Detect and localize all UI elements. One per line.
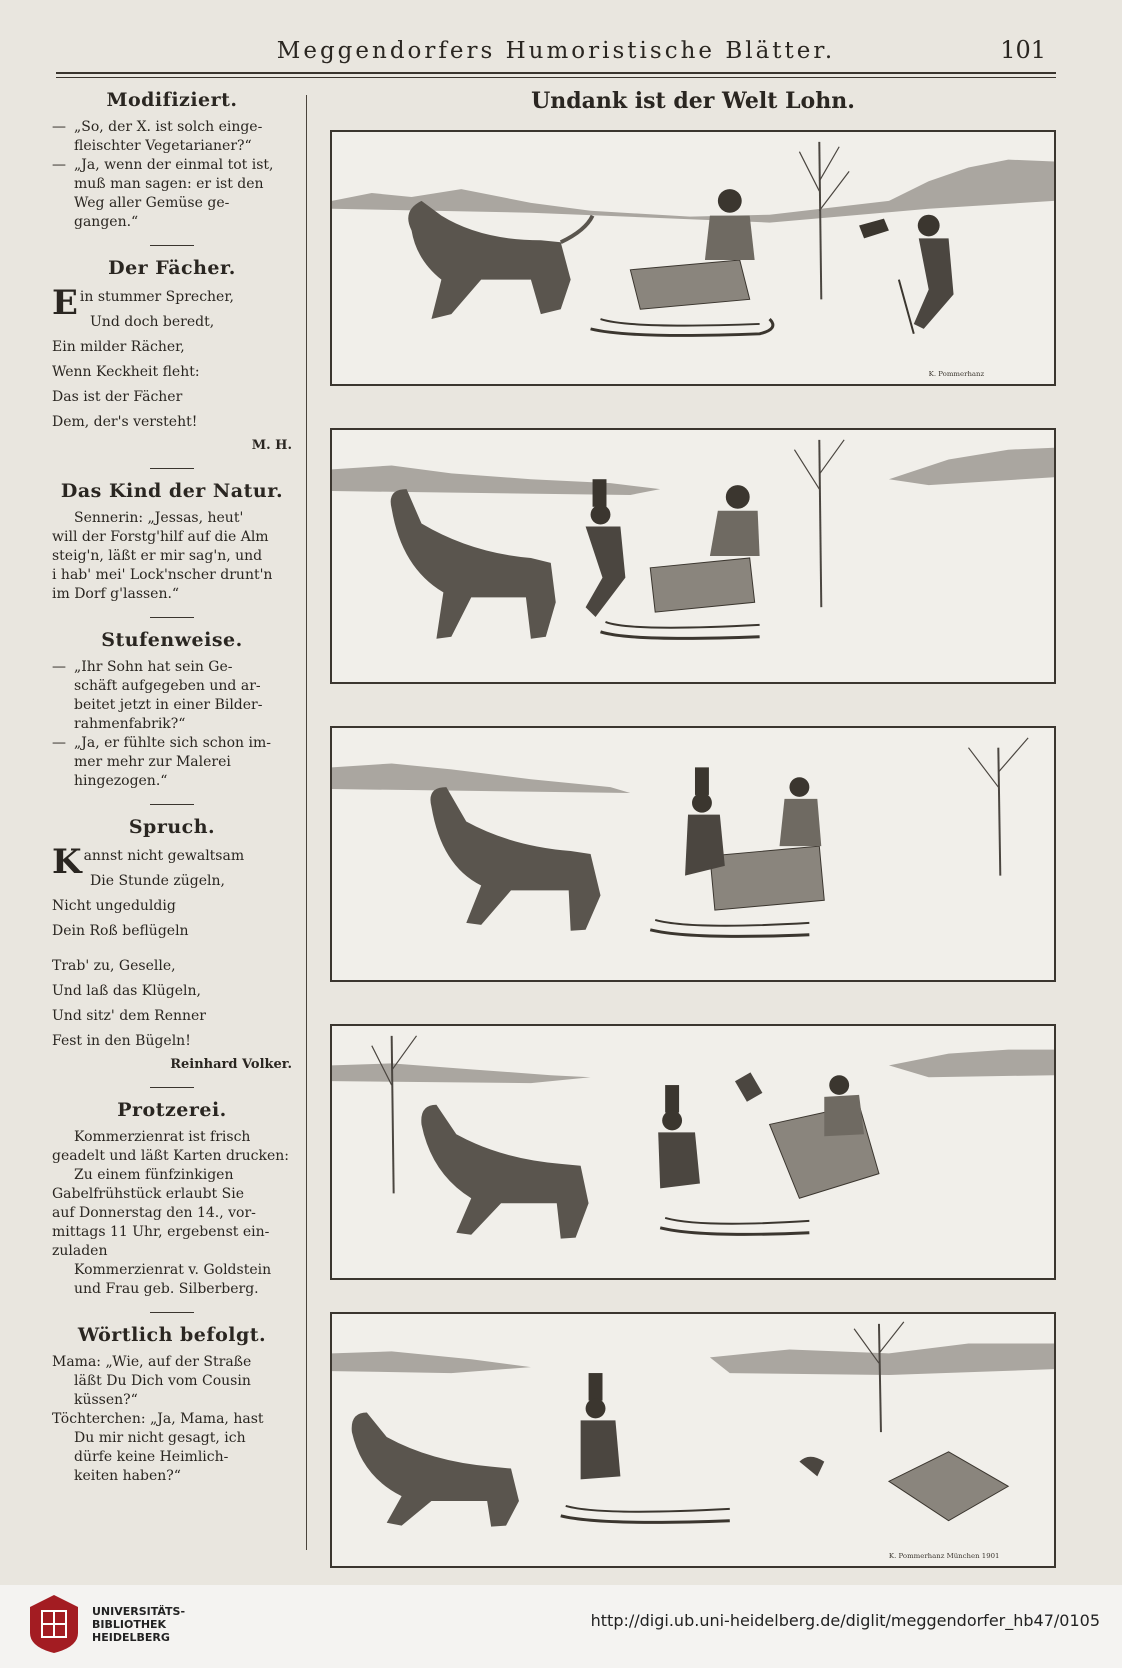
illustration-hiker-boards [332, 430, 1054, 682]
section-separator [150, 245, 194, 246]
text-line: i hab' mei' Lock'nscher drunt'n [52, 567, 273, 583]
artist-signature: K. Pommerhanz München 1901 [888, 1552, 1000, 1561]
signature: M. H. [251, 438, 292, 453]
section-title-protzerei: Protzerei. [117, 1099, 227, 1121]
section-title-stufenweise: Stufenweise. [101, 629, 243, 651]
section-separator [150, 468, 194, 469]
column-divider [306, 95, 307, 1550]
text-line: hingezogen.“ [74, 773, 168, 789]
journal-title: Meggendorfers Humoristische Blätter. [276, 38, 836, 64]
library-line: BIBLIOTHEK [92, 1618, 167, 1631]
text-line: — „Ja, wenn der einmal tot ist, [52, 157, 274, 173]
text-line: schäft aufgegeben und ar- [74, 678, 261, 694]
text-line: — „Ihr Sohn hat sein Ge- [52, 659, 233, 675]
text-line: mittags 11 Uhr, ergebenst ein- [52, 1224, 270, 1240]
text-line: zuladen [52, 1243, 108, 1259]
text-line: will der Forstg'hilf auf die Alm [52, 529, 269, 545]
text-line: Töchterchen: „Ja, Mama, hast [52, 1411, 264, 1427]
verse-line: Ein milder Rächer, [52, 339, 185, 355]
spacer [52, 946, 292, 956]
text-line: gangen.“ [74, 214, 139, 230]
verse-line: Das ist der Fächer [52, 389, 183, 405]
text-line: — „Ja, er fühlte sich schon im- [52, 735, 271, 751]
section-title-woertlich: Wörtlich befolgt. [77, 1324, 267, 1346]
university-seal-icon[interactable] [28, 1593, 80, 1655]
footer-bar [0, 1585, 1122, 1668]
header-rule-thin [56, 77, 1056, 78]
comic-panel-5 [330, 1312, 1056, 1568]
text-line: Sennerin: „Jessas, heut' [74, 510, 244, 526]
comic-panel-1 [330, 130, 1056, 386]
comic-panel-4 [330, 1024, 1056, 1280]
text-line: mer mehr zur Malerei [74, 754, 231, 770]
section-separator [150, 1087, 194, 1088]
section-title-faecher: Der Fächer. [108, 257, 236, 279]
text-line: läßt Du Dich vom Cousin [74, 1373, 251, 1389]
verse-line: Ein stummer Sprecher, [52, 283, 234, 323]
verse-line: Die Stunde zügeln, [90, 873, 225, 889]
illustration-woman-under-basket [332, 1314, 1054, 1566]
library-line: UNIVERSITÄTS- [92, 1605, 186, 1618]
text-line: — „So, der X. ist solch einge- [52, 119, 263, 135]
comic-title: Undank ist der Welt Lohn. [531, 88, 855, 114]
text-line: Gabelfrühstück erlaubt Sie [52, 1186, 244, 1202]
text-line: steig'n, läßt er mir sag'n, und [52, 548, 263, 564]
section-separator [150, 1312, 194, 1313]
verse-line: Und sitz' dem Renner [52, 1008, 206, 1024]
verse-line: Trab' zu, Geselle, [52, 958, 176, 974]
verse-line: Dem, der's versteht! [52, 414, 198, 430]
illustration-basket-flies [332, 1026, 1054, 1278]
text-line: fleischter Vegetarianer?“ [74, 138, 252, 154]
text-line: und Frau geb. Silberberg. [74, 1281, 259, 1297]
text-line: Du mir nicht gesagt, ich [74, 1430, 246, 1446]
text-line: im Dorf g'lassen.“ [52, 586, 180, 602]
verse-line: Nicht ungeduldig [52, 898, 176, 914]
section-separator [150, 617, 194, 618]
section-title-modifiziert: Modifiziert. [106, 89, 238, 111]
text-line: rahmenfabrik?“ [74, 716, 186, 732]
text-line: geadelt und läßt Karten drucken: [52, 1148, 289, 1164]
header-rule [56, 72, 1056, 74]
left-column [52, 86, 292, 1487]
illustration-hiker-drives [332, 728, 1054, 980]
section-title-spruch: Spruch. [128, 816, 216, 838]
verse-line: Kannst nicht gewaltsam [52, 842, 245, 882]
artist-signature: K. Pommerhanz [928, 370, 985, 379]
signature: Reinhard Volker. [170, 1057, 292, 1072]
text-line: Kommerzienrat v. Goldstein [74, 1262, 272, 1278]
source-url-link[interactable]: http://digi.ub.uni-heidelberg.de/diglit/meggendorfer_hb47/0105 [590, 1611, 1100, 1630]
verse-line: Wenn Keckheit fleht: [52, 364, 200, 380]
page-number: 101 [1000, 36, 1046, 64]
verse-line: Fest in den Bügeln! [52, 1033, 191, 1049]
verse-line: Und laß das Klügeln, [52, 983, 201, 999]
drop-cap: K [52, 842, 82, 882]
illustration-sleigh-greeting [332, 132, 1054, 384]
text-line: Zu einem fünfzinkigen [74, 1167, 234, 1183]
text-line: beitet jetzt in einer Bilder- [74, 697, 263, 713]
library-name [92, 1605, 185, 1644]
section-title-kind: Das Kind der Natur. [60, 480, 284, 502]
page-header [56, 30, 1056, 74]
text-line: Kommerzienrat ist frisch [74, 1129, 251, 1145]
section-separator [150, 804, 194, 805]
text-line: Weg aller Gemüse ge- [74, 195, 230, 211]
drop-cap: E [52, 283, 78, 323]
text-line: dürfe keine Heimlich- [74, 1449, 229, 1465]
text-line: muß man sagen: er ist den [74, 176, 264, 192]
verse-line: Und doch beredt, [90, 314, 215, 330]
verse-line: Dein Roß beflügeln [52, 923, 189, 939]
library-line: HEIDELBERG [92, 1631, 170, 1644]
comic-panel-3 [330, 726, 1056, 982]
text-line: Mama: „Wie, auf der Straße [52, 1354, 252, 1370]
text-line: keiten haben?“ [74, 1468, 181, 1484]
comic-panel-2 [330, 428, 1056, 684]
text-line: auf Donnerstag den 14., vor- [52, 1205, 256, 1221]
text-line: küssen?“ [74, 1392, 138, 1408]
